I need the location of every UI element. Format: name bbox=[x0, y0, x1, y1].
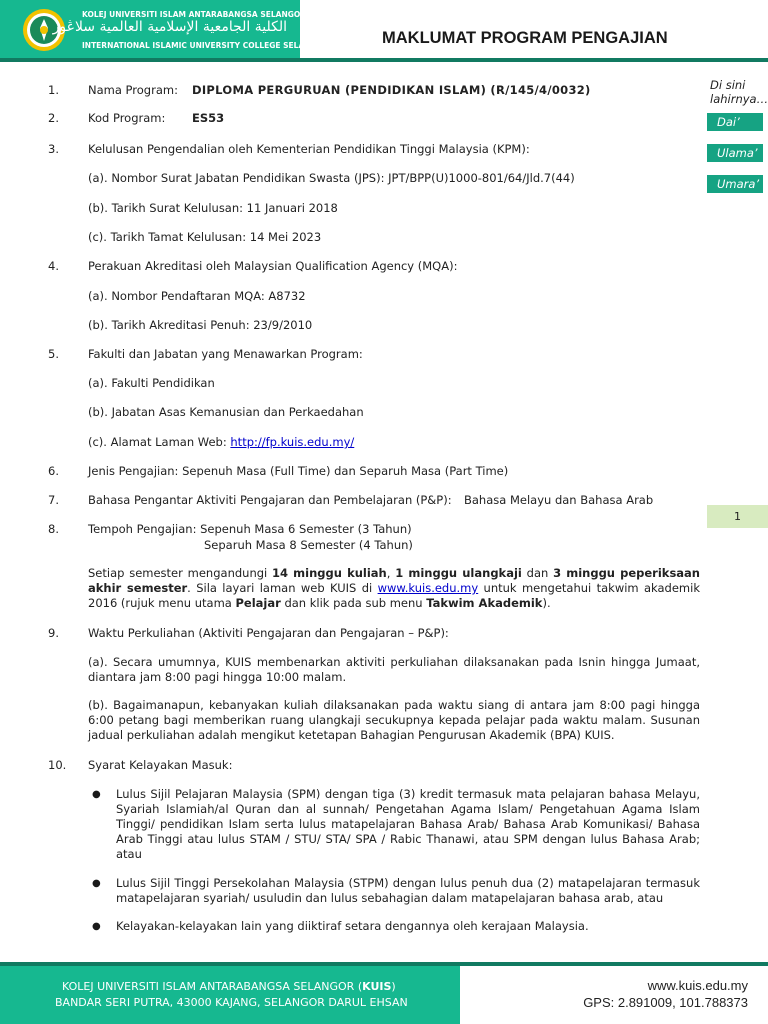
bullet-icon: ● bbox=[92, 878, 101, 889]
language-value: Bahasa Melayu dan Bahasa Arab bbox=[464, 493, 654, 507]
item-number: 9. bbox=[48, 626, 59, 640]
faculty-website-label: (c). Alamat Laman Web: bbox=[88, 435, 231, 449]
program-code-label: Kod Program: bbox=[88, 111, 166, 125]
item-number: 7. bbox=[48, 493, 59, 507]
item-number: 1. bbox=[48, 83, 59, 97]
item-number: 8. bbox=[48, 522, 59, 536]
kpm-approval-heading: Kelulusan Pengendalian oleh Kementerian Pendidikan Tinggi Malaysia (KPM): bbox=[88, 142, 530, 156]
approval-date: (b). Tarikh Surat Kelulusan: 11 Januari 2018 bbox=[88, 201, 338, 215]
semester-paragraph: Setiap semester mengandungi 14 minggu kuliah, 1 minggu ulangkaji dan 3 minggu peperiksaan akhir semester. Sila layari laman web KUIS di www.kuis.edu.my untuk mengetahui takwim akademik 2016 (rujuk menu utama Pelajar dan klik pada sub menu Takwim Akademik). bbox=[88, 566, 700, 610]
program-name-label: Nama Program: bbox=[88, 83, 178, 97]
item-number: 5. bbox=[48, 347, 59, 361]
requirement-other: Kelayakan-kelayakan lain yang diiktiraf setara dengannya oleh kerajaan Malaysia. bbox=[116, 919, 589, 933]
item-number: 3. bbox=[48, 142, 59, 156]
sidebar-note-line2: lahirnya… bbox=[710, 92, 768, 106]
program-name-value: DIPLOMA PERGURUAN (PENDIDIKAN ISLAM) (R/145/4/0032) bbox=[192, 83, 591, 97]
jps-letter-number: (a). Nombor Surat Jabatan Pendidikan Swasta (JPS): JPT/BPP(U)1000-801/64/Jld.7(44) bbox=[88, 171, 575, 185]
item-number: 10. bbox=[48, 758, 67, 772]
mqa-heading: Perakuan Akreditasi oleh Malaysian Qualification Agency (MQA): bbox=[88, 259, 458, 273]
sidebar-note bbox=[710, 78, 768, 106]
university-name-arabic: الكلية الجامعية الإسلامية العالمية سلاڠور bbox=[52, 19, 287, 35]
tag-dai: Dai’ bbox=[707, 113, 763, 131]
faculty-website-line bbox=[88, 435, 354, 450]
kuis-website-link[interactable]: www.kuis.edu.my bbox=[377, 581, 479, 595]
requirement-stpm: Lulus Sijil Tinggi Persekolahan Malaysia (STPM) dengan lulus penuh dua (2) matapelajaran termasuk matapelajaran syariah/ usuludin dan lulus sebahagian dalam matapelajaran bahasa arab, atau bbox=[116, 876, 700, 905]
lecture-time-a: (a). Secara umumnya, KUIS membenarkan aktiviti perkuliahan dilaksanakan pada Isnin hingga Jumaat, diantara jam 8:00 pagi hingga 10:00 malam. bbox=[88, 655, 700, 684]
mqa-registration: (a). Nombor Pendaftaran MQA: A8732 bbox=[88, 289, 306, 303]
lecture-time-heading: Waktu Perkuliahan (Aktiviti Pengajaran dan Pengajaran – P&P): bbox=[88, 626, 449, 640]
faculty-heading: Fakulti dan Jabatan yang Menawarkan Program: bbox=[88, 347, 363, 361]
footer-website[interactable]: www.kuis.edu.my bbox=[647, 978, 748, 993]
faculty-website-link[interactable]: http://fp.kuis.edu.my/ bbox=[230, 435, 355, 449]
entry-requirements-heading: Syarat Kelayakan Masuk: bbox=[88, 758, 233, 772]
item-number: 2. bbox=[48, 111, 59, 125]
page-number: 1 bbox=[707, 505, 768, 528]
language-label: Bahasa Pengantar Aktiviti Pengajaran dan Pembelajaran (P&P): bbox=[88, 493, 452, 507]
approval-expiry-date: (c). Tarikh Tamat Kelulusan: 14 Mei 2023 bbox=[88, 230, 322, 244]
study-duration-part: Separuh Masa 8 Semester (4 Tahun) bbox=[204, 538, 413, 552]
header-rule bbox=[0, 58, 768, 62]
item-number: 6. bbox=[48, 464, 59, 478]
page-title: MAKLUMAT PROGRAM PENGAJIAN bbox=[382, 29, 668, 47]
mqa-accreditation-date: (b). Tarikh Akreditasi Penuh: 23/9/2010 bbox=[88, 318, 313, 332]
study-duration-full: Tempoh Pengajian: Sepenuh Masa 6 Semester (3 Tahun) bbox=[88, 522, 412, 536]
university-name-english: INTERNATIONAL ISLAMIC UNIVERSITY COLLEGE SELANGOR bbox=[82, 41, 329, 50]
bullet-icon: ● bbox=[92, 789, 101, 800]
tag-ulama: Ulama’ bbox=[707, 144, 763, 162]
item-number: 4. bbox=[48, 259, 59, 273]
tag-umara: Umara’ bbox=[707, 175, 763, 193]
study-mode: Jenis Pengajian: Sepenuh Masa (Full Time) dan Separuh Masa (Part Time) bbox=[88, 464, 509, 478]
footer-gps: GPS: 2.891009, 101.788373 bbox=[583, 995, 748, 1010]
bullet-icon: ● bbox=[92, 921, 101, 932]
sidebar-note-line1: Di sini bbox=[710, 78, 746, 92]
faculty-name: (a). Fakulti Pendidikan bbox=[88, 376, 215, 390]
department-name: (b). Jabatan Asas Kemanusian dan Perkaedahan bbox=[88, 405, 364, 419]
footer-address: BANDAR SERI PUTRA, 43000 KAJANG, SELANGOR DARUL EHSAN bbox=[55, 996, 408, 1009]
program-code-value: ES53 bbox=[192, 111, 225, 125]
lecture-time-b: (b). Bagaimanapun, kebanyakan kuliah dilaksanakan pada waktu siang di antara jam 8:00 pagi hingga 6:00 petang bagi memberikan ruang ulangkaji secukupnya kepada pelajar pada waktu malam. Susunan jadual perkuliahan adalah mengikut ketetapan Bahagian Pengurusan Akademik (BPA) KUIS. bbox=[88, 698, 700, 742]
university-name-malay: KOLEJ UNIVERSITI ISLAM ANTARABANGSA SELANGOR bbox=[82, 10, 307, 19]
footer-institution: KOLEJ UNIVERSITI ISLAM ANTARABANGSA SELANGOR (KUIS) bbox=[62, 980, 396, 993]
requirement-spm: Lulus Sijil Pelajaran Malaysia (SPM) dengan tiga (3) kredit termasuk mata pelajaran bahasa Melayu, Syariah Islamiah/al Quran dan al sunnah/ Pengetahan Agama Islam/ Pengetahuan Agama Islam Tinggi/ pendidikan Islam serta lulus matapelajaran Bahasa Arab/ Bahasa Arab Komunikasi/ Bahasa Arab Tinggi atau lulus STAM / STU/ STA/ SPA / Rabic Thanawi, atau SPM dengan lulus Bahasa Arab; atau bbox=[116, 787, 700, 861]
